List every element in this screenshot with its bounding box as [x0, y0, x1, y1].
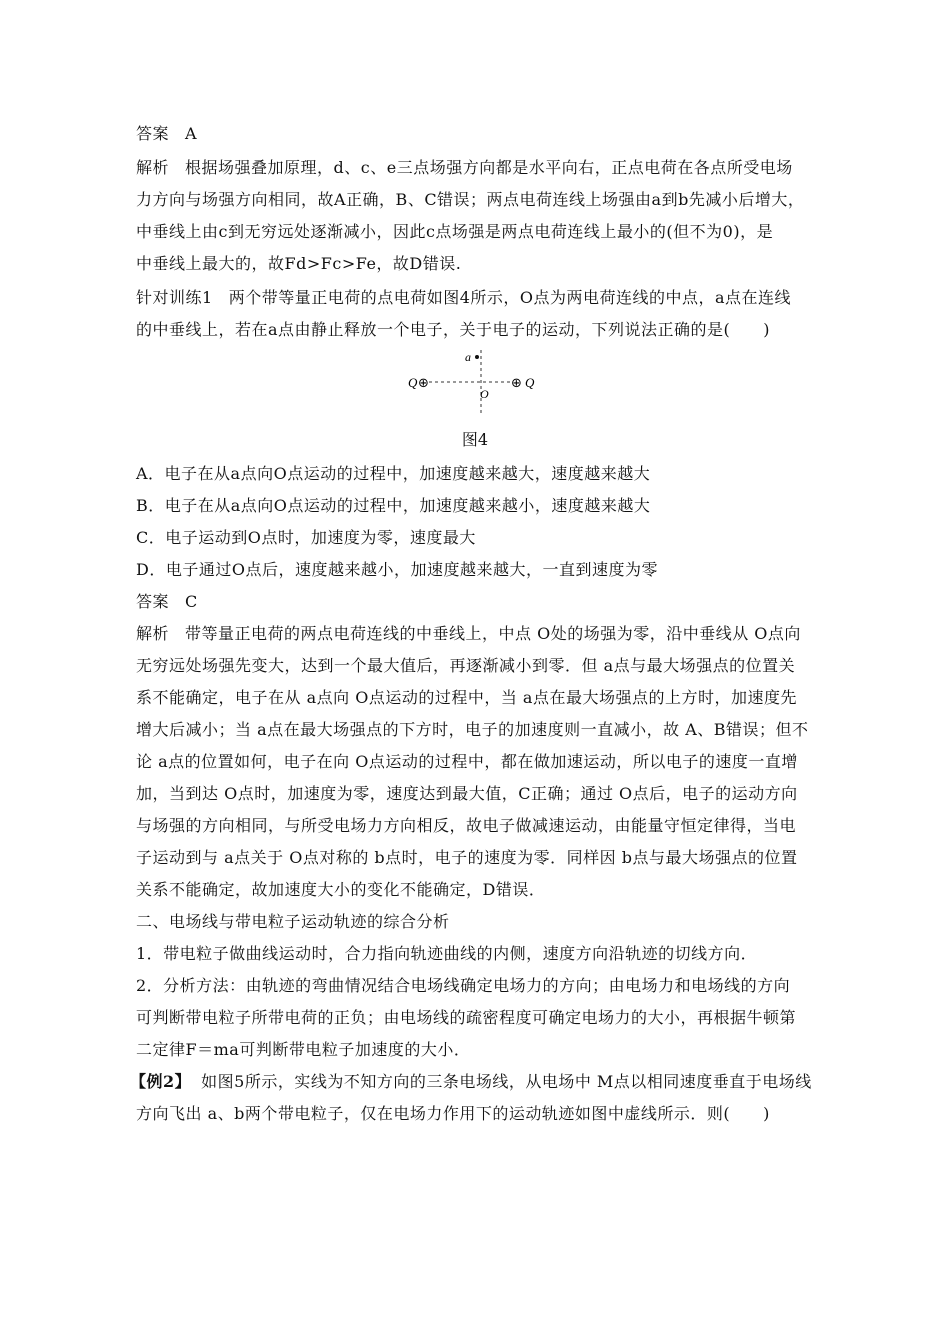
section-heading: 二、电场线与带电粒子运动轨迹的综合分析: [136, 912, 450, 931]
section-item: 2．分析方法：由轨迹的弯曲情况结合电场线确定电场力的方向；由电场力和电场线的方向: [136, 976, 791, 995]
option-d: D．电子通过O点后，速度越来越小，加速度越来越大，一直到速度为零: [136, 560, 658, 579]
analysis-label: 解析: [136, 624, 170, 643]
analysis-line: 关系不能确定，故加速度大小的变化不能确定，D错误．: [136, 880, 546, 899]
analysis-line: 中垂线上最大的，故Fd>Fc>Fe，故D错误.: [136, 254, 462, 273]
analysis-line: [136, 158, 793, 178]
figure-4-caption: 图4: [461, 430, 489, 449]
point-a-dot: [475, 355, 479, 359]
analysis-line: 增大后减小；当 a点在最大场强点的下方时，电子的加速度则一直减小，故 A、B错误；但不: [136, 720, 809, 739]
analysis-line: 与场强的方向相同，与所受电场力方向相反，故电子做减速运动，由能量守恒定律得，当电: [136, 816, 797, 835]
answer-label: 答案: [136, 592, 170, 611]
analysis-line: 中垂线上由c到无穷远处逐渐减小，因此c点场强是两点电荷连线上最小的(但不为0)，是: [136, 222, 774, 241]
analysis-line: 系不能确定，电子在从 a点向 O点运动的过程中，当 a点在最大场强点的上方时，加速度先: [136, 688, 797, 707]
label-q-right: Q: [525, 375, 535, 390]
analysis-line: 无穷远处场强先变大，达到一个最大值后，再逐渐减小到零．但 a点与最大场强点的位置关: [136, 656, 796, 675]
option-a: A．电子在从a点向O点运动的过程中，加速度越来越大，速度越来越大: [136, 464, 651, 483]
example-line: 方向飞出 a、b两个带电粒子，仅在电场力作用下的运动轨迹如图中虚线所示．则( ): [136, 1104, 770, 1123]
section-item: 二定律F＝ma可判断带电粒子加速度的大小．: [136, 1040, 471, 1059]
exercise-line: [136, 288, 791, 308]
figure-4-diagram: [405, 348, 545, 418]
option-b: B．电子在从a点向O点运动的过程中，加速度越来越小，速度越来越大: [136, 496, 651, 515]
option-c: C．电子运动到O点时，加速度为零，速度最大: [136, 528, 476, 547]
label-q-left: Q: [408, 375, 418, 390]
answer-line-1: [136, 124, 197, 144]
exercise-text: 两个带等量正电荷的点电荷如图4所示，O点为两电荷连线的中点，a点在连线: [228, 288, 792, 307]
analysis-line: [136, 624, 801, 644]
example-line: [130, 1072, 812, 1092]
example-label: 【例2】: [130, 1072, 192, 1091]
label-o: O: [480, 387, 489, 401]
answer-value: C: [185, 592, 198, 611]
positive-charge-right-icon: ⊕: [511, 376, 522, 391]
analysis-text: 带等量正电荷的两点电荷连线的中垂线上，中点 O处的场强为零，沿中垂线从 O点向: [185, 624, 801, 643]
analysis-line: 加，当到达 O点时，加速度为零，速度达到最大值，C正确；通过 O点后，电子的运动方向: [136, 784, 798, 803]
example-text: 如图5所示，实线为不知方向的三条电场线，从电场中 M点以相同速度垂直于电场线: [201, 1072, 812, 1091]
analysis-line: 子运动到与 a点关于 O点对称的 b点时，电子的速度为零．同样因 b点与最大场强点的位置: [136, 848, 798, 867]
analysis-line: 力方向与场强方向相同，故A正确，B、C错误；两点电荷连线上场强由a到b先减小后增大，: [136, 190, 805, 209]
exercise-line: 的中垂线上，若在a点由静止释放一个电子，关于电子的运动，下列说法正确的是( ): [136, 320, 771, 339]
analysis-line: 论 a点的位置如何，电子在向 O点运动的过程中，都在做加速运动，所以电子的速度一直增: [136, 752, 798, 771]
positive-charge-left-icon: ⊕: [418, 376, 429, 391]
exercise-label: 针对训练1: [136, 288, 213, 307]
analysis-label: 解析: [136, 158, 170, 177]
section-item: 可判断带电粒子所带电荷的正负；由电场线的疏密程度可确定电场力的大小，再根据牛顿第: [136, 1008, 797, 1027]
answer-line-2: [136, 592, 198, 612]
analysis-text: 根据场强叠加原理，d、c、e三点场强方向都是水平向右，正点电荷在各点所受电场: [185, 158, 793, 177]
section-item: 1．带电粒子做曲线运动时，合力指向轨迹曲线的内侧，速度方向沿轨迹的切线方向．: [136, 944, 758, 963]
answer-value: A: [185, 124, 198, 143]
label-a: a: [465, 350, 471, 364]
answer-label: 答案: [136, 124, 170, 143]
